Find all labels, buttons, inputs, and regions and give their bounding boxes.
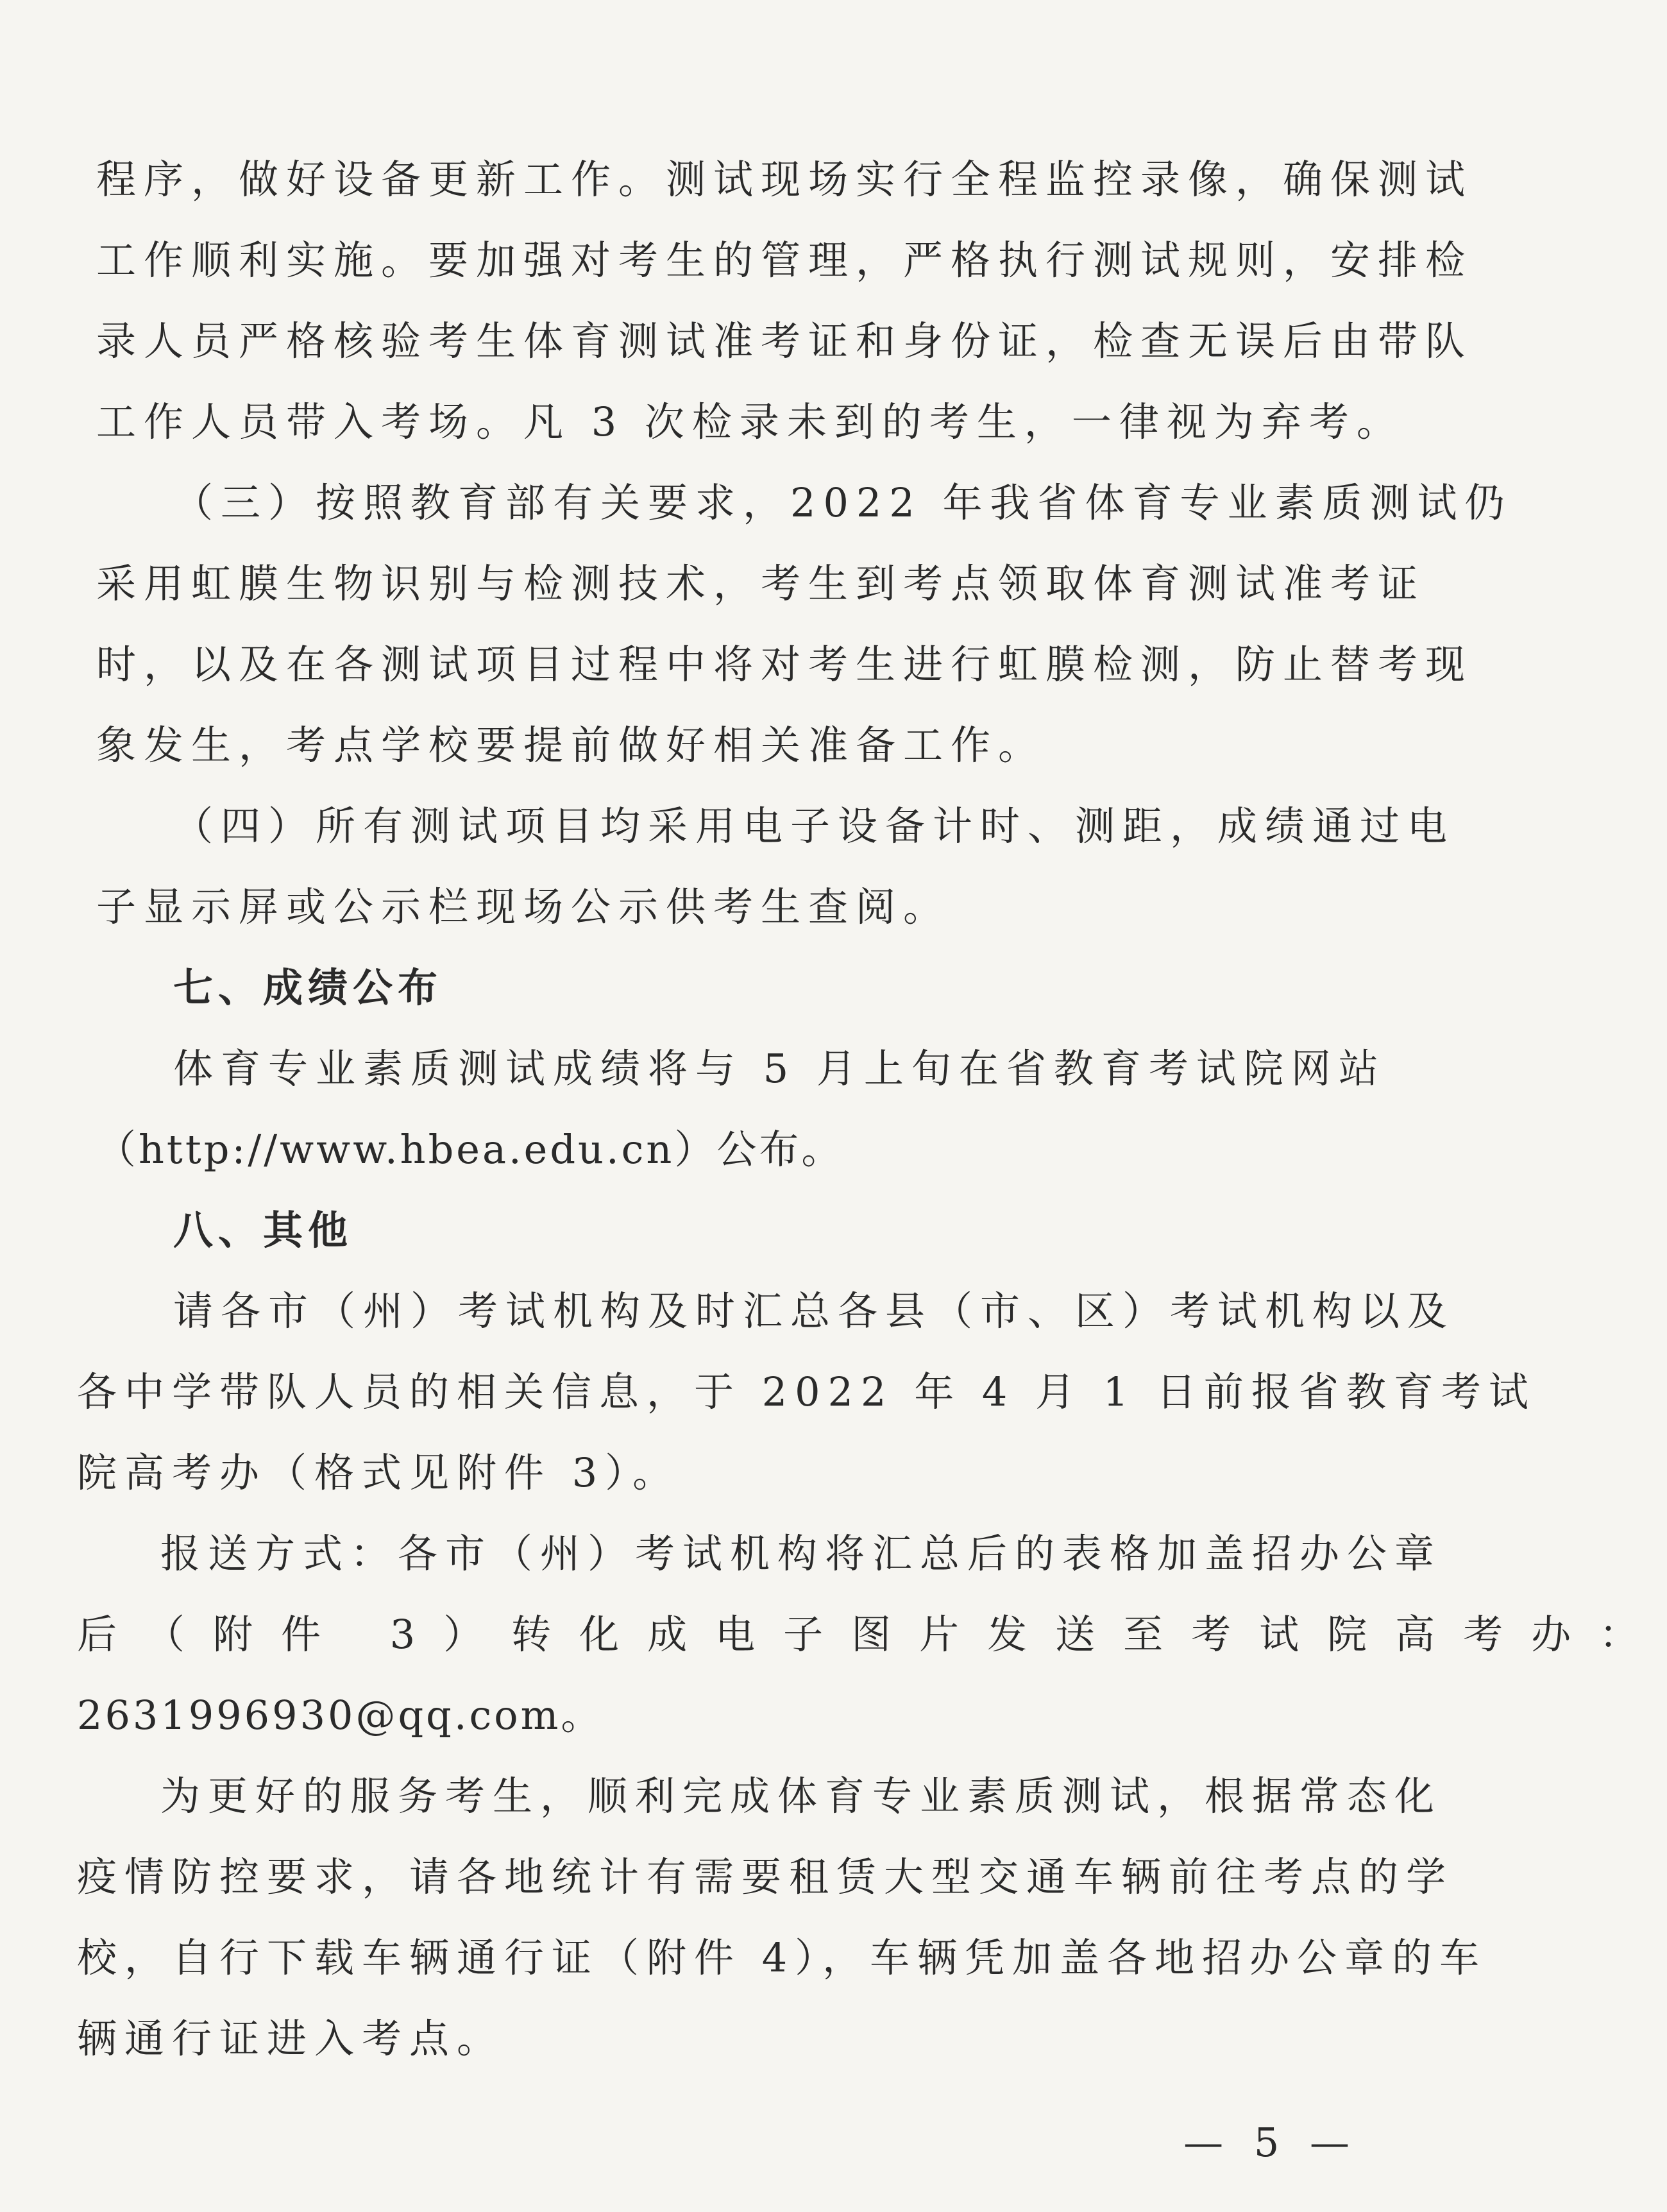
text-line: 各中学带队人员的相关信息，于 2022 年 4 月 1 日前报省教育考试 bbox=[77, 1368, 1536, 1415]
text-line: 报送方式：各市（州）考试机构将汇总后的表格加盖招办公章 bbox=[160, 1530, 1443, 1577]
text-line: 工作人员带入考场。凡 3 次检录未到的考生，一律视为弃考。 bbox=[96, 398, 1404, 445]
text-line: 为更好的服务考生，顺利完成体育专业素质测试，根据常态化 bbox=[160, 1773, 1443, 1819]
email-address-line: 2631996930@qq.com。 bbox=[77, 1692, 604, 1739]
text-line: 校，自行下载车辆通行证（附件 4），车辆凭加盖各地招办公章的车 bbox=[77, 1934, 1487, 1981]
paragraph-4-first-line: （四）所有测试项目均采用电子设备计时、测距，成绩通过电 bbox=[173, 803, 1455, 849]
text-line: 疫情防控要求，请各地统计有需要租赁大型交通车辆前往考点的学 bbox=[77, 1853, 1454, 1900]
text-line: 录人员严格核验考生体育测试准考证和身份证，检查无误后由带队 bbox=[96, 318, 1473, 364]
text-line: 体育专业素质测试成绩将与 5 月上旬在省教育考试院网站 bbox=[173, 1045, 1386, 1092]
text-line: 子显示屏或公示栏现场公示供考生查阅。 bbox=[96, 883, 951, 930]
text-line: 院高考办（格式见附件 3）。 bbox=[77, 1449, 681, 1496]
text-line: 请各市（州）考试机构及时汇总各县（市、区）考试机构以及 bbox=[173, 1288, 1455, 1334]
text-line: 辆通行证进入考点。 bbox=[77, 2015, 505, 2062]
text-line: 后（附件 3）转化成电子图片发送至考试院高考办： bbox=[77, 1611, 1667, 1658]
text-line: 采用虹膜生物识别与检测技术，考生到考点领取体育测试准考证 bbox=[96, 560, 1426, 607]
paragraph-3-first-line: （三）按照教育部有关要求，2022 年我省体育专业素质测试仍 bbox=[173, 479, 1512, 526]
text-line: 象发生，考点学校要提前做好相关准备工作。 bbox=[96, 722, 1046, 769]
section-heading-other: 八、其他 bbox=[173, 1207, 353, 1254]
section-heading-results: 七、成绩公布 bbox=[173, 964, 443, 1011]
text-line: 时，以及在各测试项目过程中将对考生进行虹膜检测，防止替考现 bbox=[96, 641, 1473, 688]
page-number: — 5 — bbox=[1183, 2119, 1358, 2166]
text-line: 工作顺利实施。要加强对考生的管理，严格执行测试规则，安排检 bbox=[96, 237, 1473, 284]
website-url-line: （http://www.hbea.edu.cn）公布。 bbox=[96, 1126, 844, 1173]
text-line: 程序，做好设备更新工作。测试现场实行全程监控录像，确保测试 bbox=[96, 156, 1473, 203]
